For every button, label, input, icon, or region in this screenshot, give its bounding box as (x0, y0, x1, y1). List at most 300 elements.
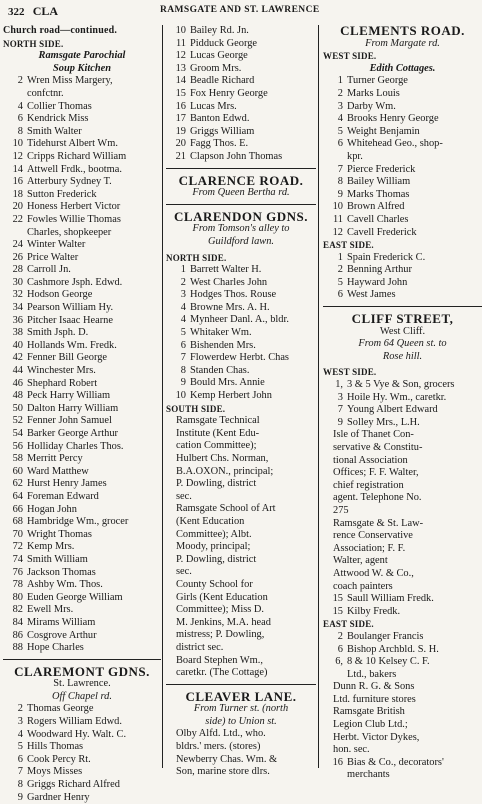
directory-entry (323, 75, 482, 88)
house-number: 12 (175, 50, 186, 62)
directory-entry (3, 126, 161, 139)
text-line: Institute (Kent Edu- (176, 427, 260, 439)
occupant: Shephard Robert (27, 377, 98, 389)
occupant: Darby Wm. (347, 100, 396, 112)
directory-entry (3, 441, 161, 454)
text-line: mistress; P. Dowling, (176, 629, 265, 641)
occupant: Collier Thomas (27, 100, 92, 112)
occupant: Cosgrove Arthur (27, 629, 97, 641)
house-number: 1 (180, 264, 186, 276)
directory-entry (3, 378, 161, 391)
directory-entry (323, 214, 482, 227)
directory-entry (323, 126, 482, 139)
house-number: 82 (12, 604, 23, 616)
occupant: Clapson John Thomas (190, 150, 283, 162)
text-line: Moody, principal; (176, 541, 251, 553)
occupant: Tidehurst Albert Wm. (27, 138, 118, 150)
street-subheading: From 64 Queen st. to (358, 338, 447, 350)
house-number: 3 (337, 391, 343, 403)
occupant: Pearson William Hy. (27, 302, 114, 314)
house-number: 1 (337, 251, 343, 263)
occupant: Bailey William (347, 176, 411, 188)
occupant: Smith William (27, 553, 88, 565)
house-number: 12 (332, 226, 343, 238)
directory-entry (166, 63, 316, 76)
street-subheading: From Margate rd. (365, 37, 440, 49)
directory-entry (323, 606, 482, 619)
house-number: 58 (12, 453, 23, 465)
street-heading-cliff: CLIFF STREET, (351, 311, 454, 327)
page-number-block (8, 4, 58, 19)
occupant: kpr. (347, 150, 363, 162)
street-subheading: Rose hill. (382, 350, 423, 362)
directory-entry (166, 25, 316, 38)
house-number: 16 (332, 756, 343, 768)
cleaver-lines (166, 728, 316, 778)
section-divider (3, 659, 161, 660)
occupant: Fowles Willie Thomas (27, 213, 121, 225)
directory-entry (3, 491, 161, 504)
directory-entry (166, 390, 316, 403)
house-number: 48 (12, 390, 23, 402)
directory-entry (323, 593, 482, 606)
directory-entry (166, 340, 316, 353)
cliff-west-lines (323, 429, 482, 593)
church-road-entries (3, 75, 161, 654)
occupant: Gardner Henry (27, 791, 90, 803)
directory-entry (3, 101, 161, 114)
directory-entry (3, 277, 161, 290)
occupant: Winchester Mrs. (27, 365, 96, 377)
directory-entry (3, 428, 161, 441)
directory-entry (3, 504, 161, 517)
directory-entry (3, 113, 161, 126)
directory-entry (3, 327, 161, 340)
directory-entry (3, 579, 161, 592)
directory-entry (166, 138, 316, 151)
occupant: Marks Thomas (347, 188, 410, 200)
occupant: Wren Miss Margery, (27, 75, 113, 87)
column-2 (166, 25, 316, 778)
house-number: 7 (180, 352, 186, 364)
claremont-entries (3, 703, 161, 804)
directory-entry (166, 75, 316, 88)
text-line: Ramsgate Technical (176, 415, 260, 427)
street-heading-clements: CLEMENTS ROAD. (340, 23, 465, 38)
occupant: Cavell Frederick (347, 226, 417, 238)
directory-entry (323, 417, 482, 430)
directory-entry (3, 151, 161, 164)
house-number: 15 (332, 605, 343, 617)
occupant: Turner George (347, 75, 408, 87)
occupant: Brooks Henry George (347, 113, 439, 125)
occupant: Hodson George (27, 289, 93, 301)
house-number: 3 (17, 716, 23, 728)
house-number: 5 (337, 276, 343, 288)
house-number: 14 (12, 163, 23, 175)
house-number: 84 (12, 616, 23, 628)
clarendon-north-entries (166, 264, 316, 403)
occupant: West James (347, 289, 396, 301)
occupant: Fox Henry George (190, 87, 268, 99)
church-road-entries-continued (166, 25, 316, 164)
directory-entry (3, 541, 161, 554)
house-number: 2 (17, 703, 23, 715)
occupant: Moys Misses (27, 766, 83, 778)
occupant: Smith Jsph. D. (27, 327, 89, 339)
house-number: 86 (12, 629, 23, 641)
directory-entry (3, 302, 161, 315)
house-number: 10 (175, 390, 186, 402)
house-number: 9 (180, 377, 186, 389)
house-number: 76 (12, 566, 23, 578)
directory-entry (323, 227, 482, 240)
house-number: 38 (12, 327, 23, 339)
directory-entry (3, 403, 161, 416)
text-line: Isle of Thanet Con- (333, 429, 414, 441)
occupant: Price Walter (27, 251, 79, 263)
directory-entry (3, 315, 161, 328)
house-number: 56 (12, 440, 23, 452)
occupant: Bould Mrs. Annie (190, 377, 265, 389)
directory-entry (166, 365, 316, 378)
occupant: Attwell Frdk., bootma. (27, 163, 122, 175)
section-divider (166, 684, 316, 685)
section-divider (323, 306, 482, 307)
directory-entry (166, 302, 316, 315)
text-line: sec. (176, 490, 192, 502)
directory-entry (3, 415, 161, 428)
occupant: Hills Thomas (27, 741, 84, 753)
occupant: Winter Walter (27, 239, 86, 251)
text-line: County School for (176, 578, 253, 590)
house-number: 50 (12, 402, 23, 414)
occupant: Hollands Wm. Fredk. (27, 339, 117, 351)
street-subheading: St. Lawrence. (53, 678, 111, 690)
occupant: Spain Frederick C. (347, 251, 426, 263)
directory-entry (3, 201, 161, 214)
directory-entry (323, 289, 482, 302)
occupant: Hoile Hy. Wm., caretkr. (347, 391, 447, 403)
side-label: SOUTH SIDE. (166, 403, 226, 414)
house-number: 16 (12, 176, 23, 188)
directory-entry (3, 516, 161, 529)
house-number: 40 (12, 339, 23, 351)
directory-entry (166, 314, 316, 327)
text-line: tional Association (333, 454, 408, 466)
text-line: sec. (176, 566, 192, 578)
directory-entry (3, 88, 161, 101)
house-number: 72 (12, 541, 23, 553)
directory-entry (166, 88, 316, 101)
house-number: 74 (12, 553, 23, 565)
directory-entry (3, 567, 161, 580)
text-line: Ramsgate School of Art (176, 503, 276, 515)
directory-entry (166, 126, 316, 139)
text-line: coach painters (333, 580, 393, 592)
house-number: 34 (12, 302, 23, 314)
institution-line: Soup Kitchen (52, 62, 112, 74)
house-number: 4 (180, 301, 186, 313)
occupant: Pitcher Isaac Hearne (27, 314, 113, 326)
directory-entry (3, 779, 161, 792)
directory-entry (166, 38, 316, 51)
house-number: 80 (12, 591, 23, 603)
side-label: NORTH SIDE. (3, 38, 64, 49)
text-line: (Kent Education (176, 515, 245, 527)
directory-entry (3, 754, 161, 767)
directory-entry (3, 252, 161, 265)
house-number: 7 (337, 163, 343, 175)
occupant: Bishenden Mrs. (190, 339, 256, 351)
occupant: Charles, shopkeeper (27, 226, 112, 238)
directory-entry (3, 716, 161, 729)
occupant: confctnr. (27, 87, 64, 99)
text-line: Association; F. F. (333, 542, 406, 554)
occupant: Jackson Thomas (27, 566, 96, 578)
column-3 (323, 23, 482, 781)
street-subheading: From Tomson's alley to (192, 223, 290, 235)
entry-continuation: merchants (347, 769, 390, 781)
text-line: Ltd. furniture stores (333, 693, 416, 705)
house-number: 15 (175, 87, 186, 99)
directory-entry (3, 529, 161, 542)
text-line: agent. Telephone No. (333, 492, 422, 504)
house-number: 32 (12, 289, 23, 301)
occupant: Cashmore Jsph. Edwd. (27, 276, 123, 288)
house-number: 8 (337, 176, 343, 188)
text-line: 275 (333, 504, 349, 516)
text-line: Ramsgate & St. Law- (333, 517, 424, 529)
street-subheading: side) to Union st. (205, 715, 277, 727)
occupant: Ewell Mrs. (27, 604, 74, 616)
occupant: Wright Thomas (27, 528, 92, 540)
occupant: Woodward Hy. Walt. C. (27, 728, 127, 740)
occupant: Whitaker Wm. (190, 327, 252, 339)
house-number: 20 (12, 201, 23, 213)
text-line: cation Committee); (176, 440, 257, 452)
house-number: 64 (12, 490, 23, 502)
house-number: 13 (175, 62, 186, 74)
directory-entry (3, 390, 161, 403)
house-number: 88 (12, 642, 23, 654)
occupant: Cook Percy Rt. (27, 753, 91, 765)
house-number: 5 (337, 125, 343, 137)
house-number: 68 (12, 516, 23, 528)
occupant: Hope Charles (27, 642, 84, 654)
text-line: Board Stephen Wm., (176, 654, 263, 666)
house-number: 2 (337, 630, 343, 642)
occupant: Boulanger Francis (347, 630, 424, 642)
directory-entry (3, 365, 161, 378)
occupant: Atterbury Sydney T. (27, 176, 112, 188)
house-number: 16 (175, 100, 186, 112)
directory-entry (323, 164, 482, 177)
house-number: 22 (12, 213, 23, 225)
directory-entry (323, 644, 482, 657)
house-number: 6 (337, 643, 343, 655)
street-subheading: From Turner st. (north (193, 703, 289, 715)
cliff-west-more (323, 593, 482, 618)
text-line: Ramsgate British (333, 706, 405, 718)
house-number: 14 (175, 75, 186, 87)
running-title: RAMSGATE AND ST. LAWRENCE (160, 5, 320, 15)
text-line: M. Jenkins, M.A. head (176, 616, 271, 628)
directory-entry (3, 227, 161, 240)
directory-entry (323, 201, 482, 214)
house-number: 52 (12, 415, 23, 427)
house-number: 1, (335, 379, 343, 391)
street-subheading: From Queen Bertha rd. (192, 187, 290, 199)
text-line: bldrs.' mers. (stores) (176, 741, 261, 753)
directory-entry (166, 277, 316, 290)
text-line: B.A.OXON., principal; (176, 465, 274, 477)
occupant: Barker George Arthur (27, 428, 118, 439)
house-number: 11 (175, 37, 186, 49)
house-number: 10 (175, 25, 186, 36)
directory-entry (3, 642, 161, 655)
directory-entry (3, 792, 161, 804)
house-number: 6 (17, 753, 23, 765)
directory-entry (3, 176, 161, 189)
occupant: Holliday Charles Thos. (27, 440, 124, 452)
directory-entry (3, 592, 161, 605)
directory-entry (166, 50, 316, 63)
directory-entry (323, 252, 482, 265)
house-number: 11 (332, 213, 343, 225)
directory-entry (3, 239, 161, 252)
occupant: Mynheer Danl. A., bldr. (190, 314, 289, 326)
directory-entry (3, 264, 161, 277)
section-divider (166, 168, 316, 169)
directory-entry (323, 176, 482, 189)
directory-entry (166, 264, 316, 277)
occupant: Hambridge Wm., grocer (27, 516, 129, 528)
occupant: Griggs William (190, 125, 255, 137)
side-label: NORTH SIDE. (166, 252, 227, 263)
house-number: 2 (337, 264, 343, 276)
text-line: Committee); Miss D. (176, 604, 265, 616)
occupant: Saull William Fredk. (347, 593, 434, 605)
house-number: 8 (17, 779, 23, 791)
occupant: Bishop Archbld. S. H. (347, 643, 439, 655)
cliff-west-entries (323, 379, 482, 429)
occupant: Kilby Fredk. (347, 605, 401, 617)
text-line: Offices; F. F. Walter, (333, 467, 419, 479)
house-number: 4 (180, 314, 186, 326)
directory-entry (3, 289, 161, 302)
house-number: 15 (332, 593, 343, 605)
house-number: 7 (337, 404, 343, 416)
institution-line: Ramsgate Parochial (38, 50, 126, 62)
occupant: Barrett Walter H. (190, 264, 262, 276)
house-number: 21 (175, 150, 186, 162)
directory-entry (166, 377, 316, 390)
text-line: rence Conservative (333, 530, 413, 542)
directory-entry (3, 466, 161, 479)
occupant: Kemp Mrs. (27, 541, 75, 553)
clarendon-south-lines (166, 415, 316, 679)
directory-entry (166, 113, 316, 126)
text-line: Newberry Chas. Wm. & (176, 753, 278, 765)
directory-entry (3, 617, 161, 630)
house-number: 9 (17, 791, 23, 803)
house-number: 28 (12, 264, 23, 276)
directory-entry (323, 189, 482, 202)
street-heading-claremont: CLAREMONT GDNS. (14, 663, 150, 679)
house-number: 9 (337, 188, 343, 200)
occupant: Flowerdew Herbt. Chas (190, 352, 289, 364)
house-number: 7 (17, 766, 23, 778)
occupant: Hurst Henry James (27, 478, 107, 490)
text-line: Son, marine store dlrs. (176, 766, 270, 778)
directory-entry (323, 113, 482, 126)
directory-entry (323, 392, 482, 405)
directory-entry (3, 703, 161, 716)
occupant: Browne Mrs. A. H. (190, 301, 270, 313)
occupant: Brown Alfred (347, 201, 405, 213)
occupant: Euden George William (27, 591, 123, 603)
house-number: 12 (12, 150, 23, 162)
occupant: Standen Chas. (190, 364, 250, 376)
occupant: 8 & 10 Kelsey C. F. (347, 656, 430, 668)
directory-entry (3, 75, 161, 88)
house-number: 4 (337, 113, 343, 125)
clements-east-entries (323, 252, 482, 302)
house-number: 3 (180, 289, 186, 301)
occupant: Carroll Jn. (27, 264, 71, 276)
directory-entry (323, 277, 482, 290)
house-number: 6, (335, 656, 343, 668)
column-rule-2 (318, 25, 319, 768)
directory-entry (3, 729, 161, 742)
house-number: 5 (180, 327, 186, 339)
occupant: Merritt Percy (27, 453, 83, 465)
occupant: Cavell Charles (347, 213, 409, 225)
house-number: 6 (337, 138, 343, 150)
occupant: Lucas George (190, 50, 248, 62)
house-number: 6 (337, 289, 343, 301)
directory-entry (166, 327, 316, 340)
house-number: 1 (337, 75, 343, 87)
text-line: Walter, agent (333, 555, 388, 567)
text-line: P. Dowling, district (176, 553, 257, 565)
directory-entry (323, 138, 482, 151)
house-number: 2 (17, 75, 23, 87)
directory-entry (3, 630, 161, 643)
occupant: Cripps Richard William (27, 150, 127, 162)
occupant: Young Albert Edward (347, 404, 438, 416)
street-subheading: West Cliff. (379, 325, 426, 337)
cliff-east-lines (323, 681, 482, 757)
occupant: Groom Mrs. (190, 62, 242, 74)
occupant: Foreman Edward (27, 490, 99, 502)
text-line: servative & Constitu- (333, 442, 423, 453)
occupant: Bailey Rd. Jn. (190, 25, 249, 36)
occupant: Marks Louis (347, 87, 400, 99)
directory-entry (166, 101, 316, 114)
text-line: Girls (Kent Education (176, 591, 268, 603)
house-number: 46 (12, 377, 23, 389)
house-number: 60 (12, 465, 23, 477)
street-heading-clarendon: CLARENDON GDNS. (174, 208, 308, 224)
directory-entry (323, 379, 482, 392)
directory-entry (166, 289, 316, 302)
occupant: Ward Matthew (27, 465, 89, 477)
text-line: hon. sec. (333, 744, 370, 756)
house-number: 19 (175, 125, 186, 137)
directory-entry (3, 214, 161, 227)
